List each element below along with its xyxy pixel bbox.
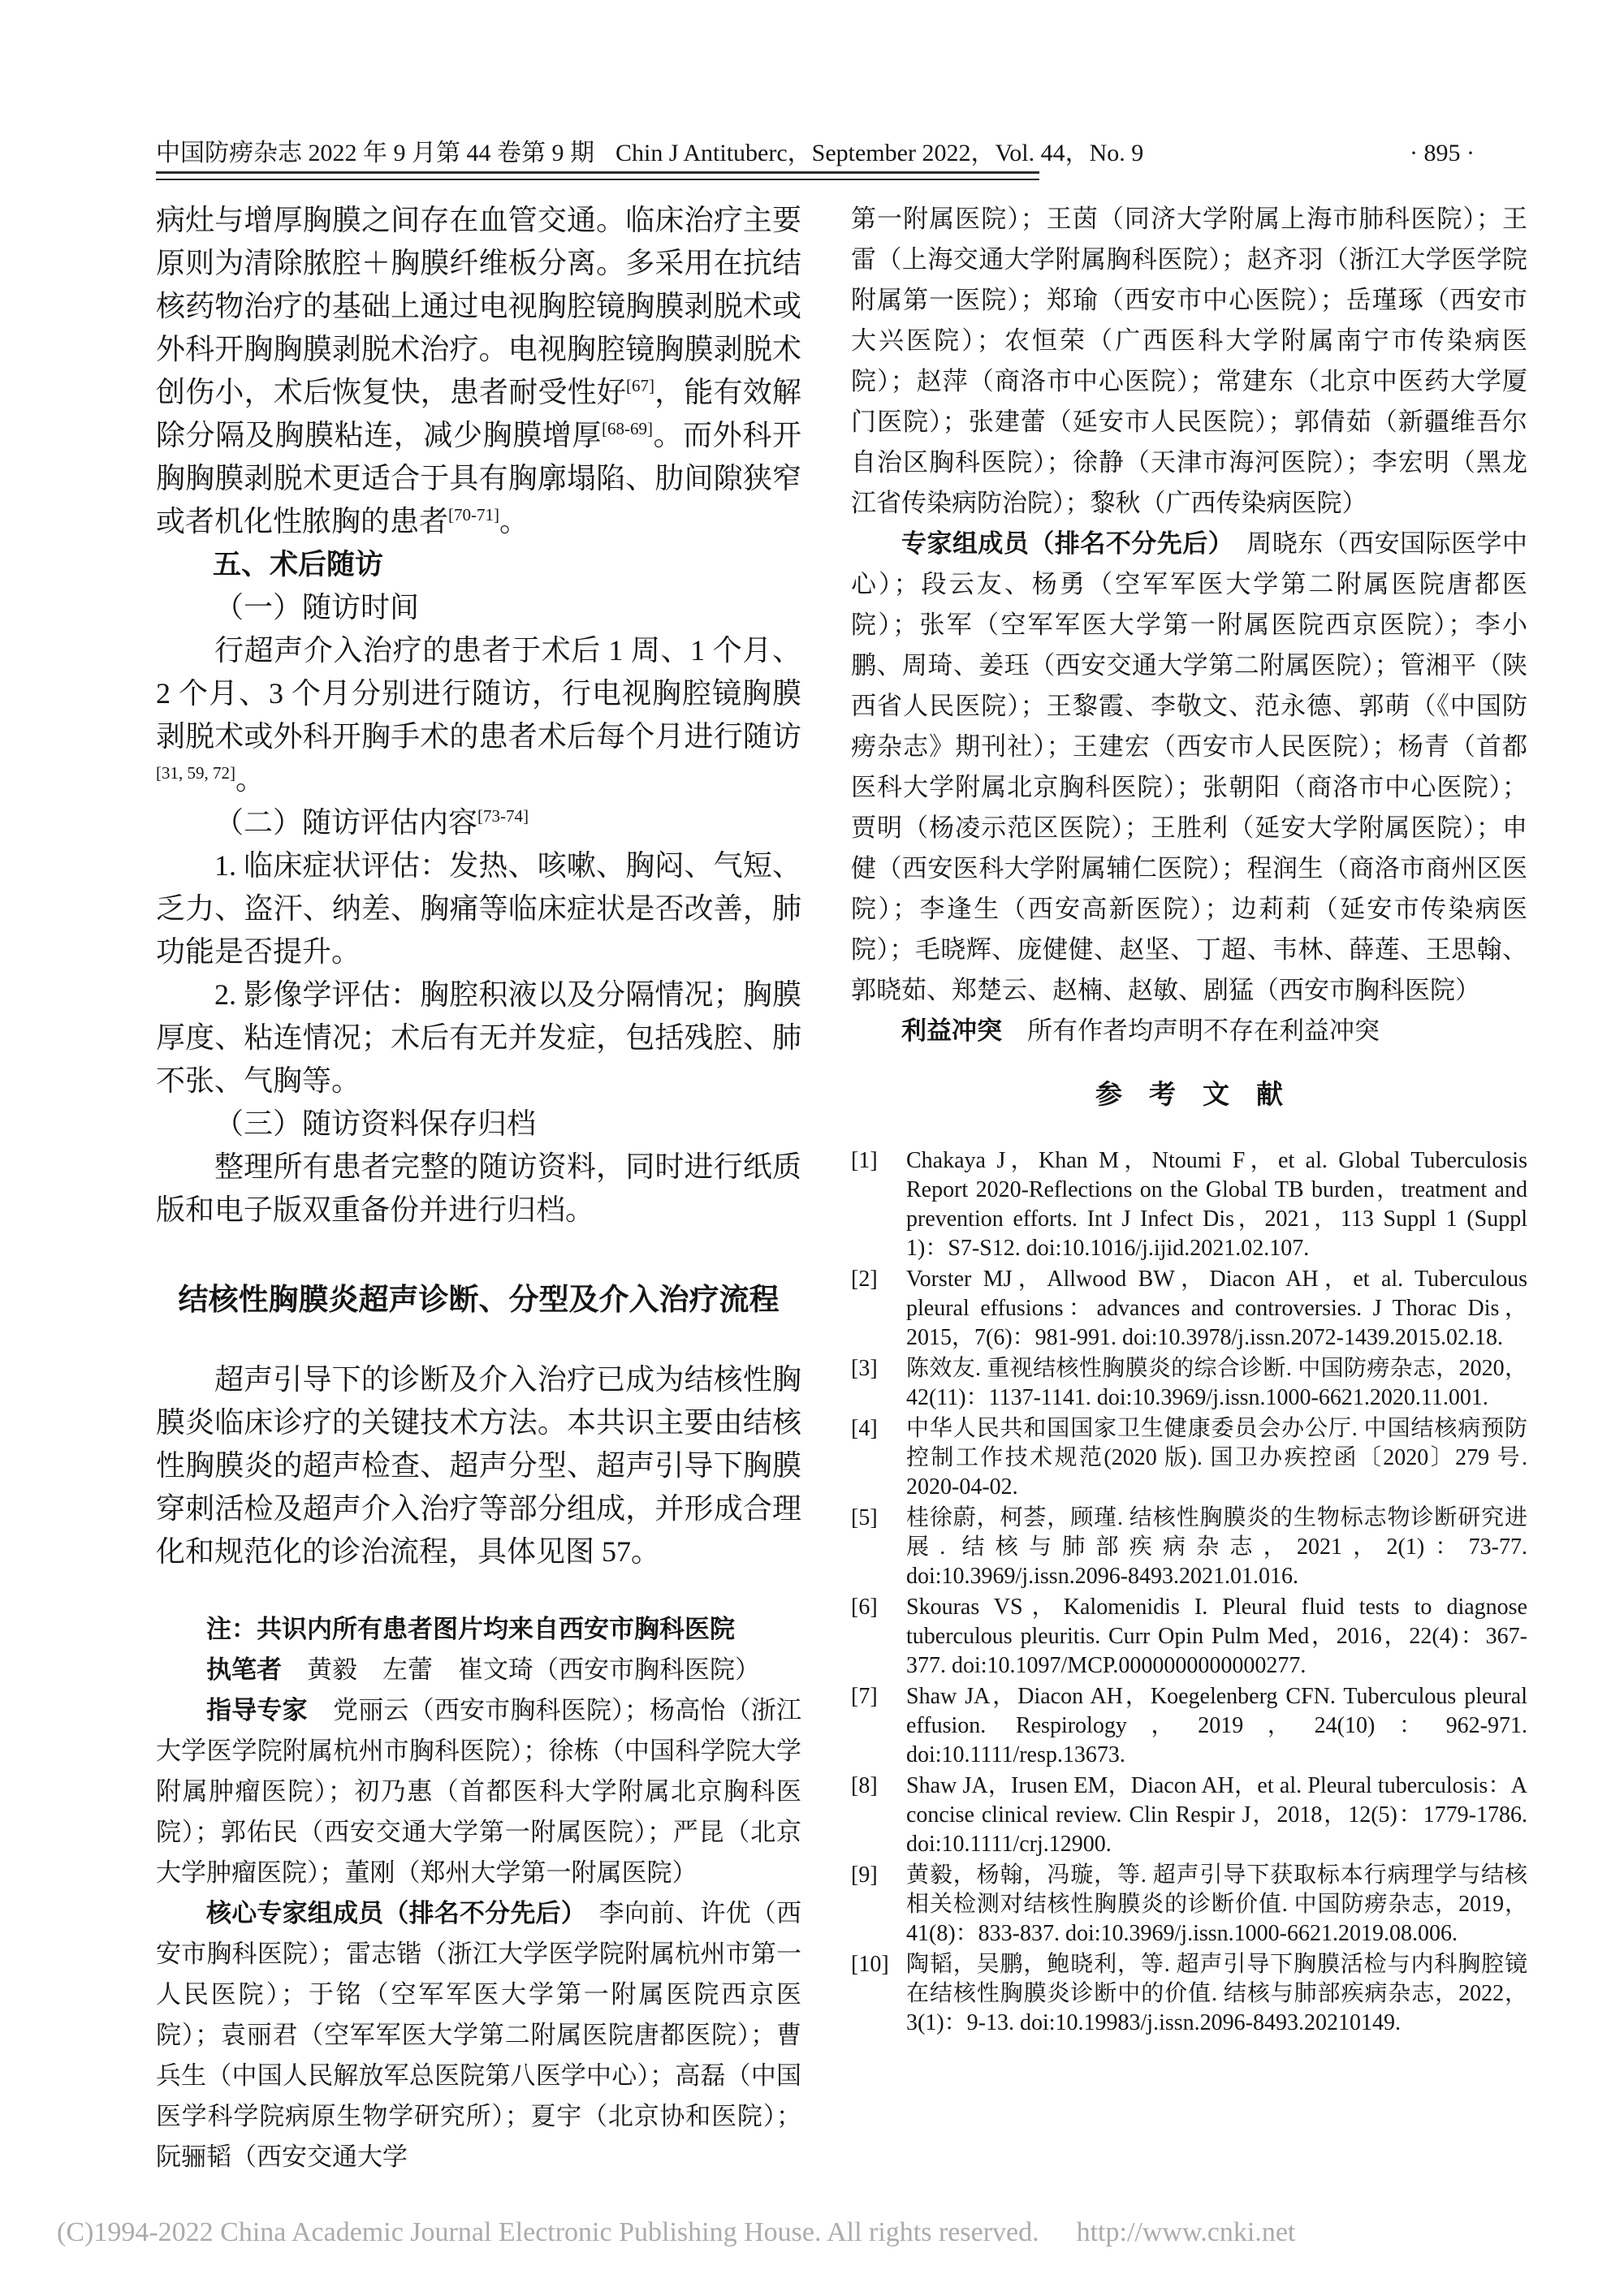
heading-followup-content: （二）随访评估内容[73-74] bbox=[214, 806, 529, 839]
section-title-workflow: 结核性胸膜炎超声诊断、分型及介入治疗流程 bbox=[178, 1283, 780, 1316]
core-experts-continued: 第一附属医院）；王茵（同济大学附属上海市肺科医院）；王雷（上海交通大学附属胸科医院）；赵齐羽（浙江大学医学院附属第一医院）；郑瑜（西安市中心医院）；岳瑾琢（西安市大兴医院）；农恒荣（广西医科大学附属南宁市传染病医院）；赵萍（商洛市中心医院）；常建东（北京中医药大学厦门医院）；张建蕾（延安市人民医院）；郭倩茹（新疆维吾尔自治区胸科医院）；徐静（天津市海河医院）；李宏明（黑龙江省传染病防治院）；黎秋（广西传染病医院） bbox=[851, 205, 1527, 517]
heading-postop-followup: 五、术后随访 bbox=[213, 549, 384, 580]
header-double-rule bbox=[156, 171, 1039, 180]
running-head bbox=[156, 132, 1475, 168]
reference-item: [6] Skouras VS，Kalomenidis I. Pleural fluid tests to diagnose tuberculous pleuritis. Curr Opin Pulm Med，2016，22(4)：367-377. doi:10.1097/MCP.0000000000000277. bbox=[851, 1595, 1527, 1678]
reference-item: [2] Vorster MJ，Allwood BW，Diacon AH，et al. Tuberculous pleural effusions：advances and controversies. J Thorac Dis，2015，7(6)：981-991. doi:10.3978/j.issn.2072-1439.2015.02.18. bbox=[851, 1267, 1527, 1350]
advisors-line: 指导专家 党丽云（西安市胸科医院）；杨高怡（浙江大学医学院附属杭州市胸科医院）；徐栋（中国科学院大学附属肿瘤医院）；初乃惠（首都医科大学附属北京胸科医院）；郭佑民（西安交通大学第一附属医院）；严昆（北京大学肿瘤医院）；董刚（郑州大学第一附属医院） bbox=[156, 1696, 802, 1887]
reference-item: [1] Chakaya J，Khan M，Ntoumi F，et al. Global Tuberculosis Report 2020-Reflections on the Global TB burden，treatment and prevention efforts. Int J Infect Dis，2021，113 Suppl 1 (Suppl 1)：S7-S12. doi:10.1016/j.ijid.2021.02.107. bbox=[851, 1148, 1527, 1261]
reference-item: [10] 陶韬，吴鹏，鲍晓利，等. 超声引导下胸膜活检与内科胸腔镜在结核性胸膜炎诊断中的价值. 结核与肺部疾病杂志，2022，3(1)：9-13. doi:10.19983/j.issn.2096-8493.20210149. bbox=[851, 1952, 1527, 2035]
heading-followup-time: （一）随访时间 bbox=[214, 591, 420, 624]
right-column bbox=[851, 199, 1527, 2039]
reference-item: [7] Shaw JA，Diacon AH，Koegelenberg CFN. Tuberculous pleural effusion. Respirology，2019，24(10)：962-971. doi:10.1111/resp.13673. bbox=[851, 1684, 1527, 1767]
paragraph-followup-time: 行超声介入治疗的患者于术后 1 周、1 个月、2 个月、3 个月分别进行随访，行电视胸腔镜胸膜剥脱术或外科开胸手术的患者术后每个月进行随访[31, 59, 72]。 bbox=[156, 634, 801, 796]
footer-copyright: (C)1994-2022 China Academic Journal Electronic Publishing House. All rights reserved. bbox=[57, 2217, 1039, 2247]
contributors-block bbox=[156, 1609, 801, 2177]
journal-title-en: Chin J Antituberc，September 2022，Vol. 44，No. 9 bbox=[615, 140, 1144, 166]
paragraph-clinical-symptoms: 1. 临床症状评估：发热、咳嗽、胸闷、气短、乏力、盗汗、纳差、胸痛等临床症状是否改善，肺功能是否提升。 bbox=[156, 849, 801, 968]
note-image-source: 注：共识内所有患者图片均来自西安市胸科医院 bbox=[206, 1615, 735, 1643]
journal-title-cn: 中国防痨杂志 2022 年 9 月第 44 卷第 9 期 bbox=[156, 140, 594, 166]
left-column bbox=[156, 199, 801, 2177]
heading-archive: （三）随访资料保存归档 bbox=[214, 1107, 537, 1140]
reference-item: [5] 桂徐蔚，柯荟，顾瑾. 结核性胸膜炎的生物标志物诊断研究进展. 结核与肺部疾病杂志，2021，2(1)：73-77. doi:10.3969/j.issn.2096-8493.2021.01.016. bbox=[851, 1505, 1527, 1589]
page-number: · 895 · bbox=[1410, 140, 1475, 166]
reference-item: [9] 黄毅，杨翰，冯璇，等. 超声引导下获取标本行病理学与结核相关检测对结核性胸膜炎的诊断价值. 中国防痨杂志，2019，41(8)：833-837. doi:10.3969/j.issn.1000-6621.2019.08.006. bbox=[851, 1862, 1527, 1946]
paragraph-workflow-intro: 超声引导下的诊断及介入治疗已成为结核性胸膜炎临床诊疗的关键技术方法。本共识主要由结核性胸膜炎的超声检查、超声分型、超声引导下胸膜穿刺活检及超声介入治疗等部分组成，并形成合理化和规范化的诊治流程，具体见图 57。 bbox=[156, 1363, 801, 1568]
reference-item: [4] 中华人民共和国国家卫生健康委员会办公厅. 中国结核病预防控制工作技术规范(2020 版). 国卫办疾控函〔2020〕279 号. 2020-04-02. bbox=[851, 1416, 1527, 1500]
reference-item: [3] 陈效友. 重视结核性胸膜炎的综合诊断. 中国防痨杂志，2020，42(11)：1137-1141. doi:10.3969/j.issn.1000-6621.2020.11.001. bbox=[851, 1356, 1527, 1410]
references-title: 参 考 文 献 bbox=[1095, 1079, 1283, 1109]
page-footer bbox=[57, 2217, 1583, 2248]
core-experts-line: 核心专家组成员（排名不分先后） 李向前、许优（西安市胸科医院）；雷志锴（浙江大学医学院附属杭州市第一人民医院）；于铭（空军军医大学第一附属医院西京医院）；袁丽君（空军军医大学第二附属医院唐都医院）；曹兵生（中国人民解放军总医院第八医学中心）；高磊（中国医学科学院病原生物学研究所）；夏宇（北京协和医院）；阮骊韬（西安交通大学 bbox=[156, 1899, 802, 2171]
references-list bbox=[851, 1146, 1527, 2038]
journal-title-line bbox=[156, 132, 1143, 168]
conflict-of-interest-line: 利益冲突 所有作者均声明不存在利益冲突 bbox=[901, 1016, 1380, 1045]
reference-item: [8] Shaw JA，Irusen EM，Diacon AH，et al. Pleural tuberculosis：A concise clinical review. Clin Respir J，2018，12(5)：1779-1786. doi:10.1111/crj.12900. bbox=[851, 1773, 1527, 1857]
paragraph-imaging-evaluation: 2. 影像学评估：胸腔积液以及分隔情况；胸膜厚度、粘连情况；术后有无并发症，包括残腔、肺不张、气胸等。 bbox=[156, 978, 801, 1097]
authors-line: 执笔者 黄毅 左蕾 崔文琦（西安市胸科医院） bbox=[206, 1655, 760, 1684]
expert-panel-line: 专家组成员（排名不分先后） 周晓东（西安国际医学中心）；段云友、杨勇（空军军医大学第二附属医院唐都医院）；张军（空军军医大学第一附属医院西京医院）；李小鹏、周琦、姜珏（西安交通大学第二附属医院）；管湘平（陕西省人民医院）；王黎霞、李敬文、范永德、郭萌（《中国防痨杂志》期刊社）；王建宏（西安市人民医院）；杨青（首都医科大学附属北京胸科医院）；张朝阳（商洛市中心医院）；贾明（杨凌示范区医院）；王胜利（延安大学附属医院）；申健（西安医科大学附属辅仁医院）；程润生（商洛市商州区医院）；李逢生（西安高新医院）；边莉莉（延安市传染病医院）；毛晓辉、庞健健、赵坚、丁超、韦林、薛莲、王思翰、郭晓茹、郑楚云、赵楠、赵敏、剧猛（西安市胸科医院） bbox=[851, 529, 1528, 1004]
paragraph-surgical-treatment: 病灶与增厚胸膜之间存在血管交通。临床治疗主要原则为清除脓腔＋胸膜纤维板分离。多采用在抗结核药物治疗的基础上通过电视胸腔镜胸膜剥脱术或外科开胸胸膜剥脱术治疗。电视胸腔镜胸膜剥脱术创伤小，术后恢复快，患者耐受性好[67]，能有效解除分隔及胸膜粘连，减少胸膜增厚[68-69]。而外科开胸胸膜剥脱术更适合于具有胸廓塌陷、肋间隙狭窄或者机化性脓胸的患者[70-71]。 bbox=[156, 204, 801, 537]
footer-url[interactable]: http://www.cnki.net bbox=[1076, 2217, 1296, 2247]
paragraph-archive: 整理所有患者完整的随访资料，同时进行纸质版和电子版双重备份并进行归档。 bbox=[156, 1150, 801, 1226]
